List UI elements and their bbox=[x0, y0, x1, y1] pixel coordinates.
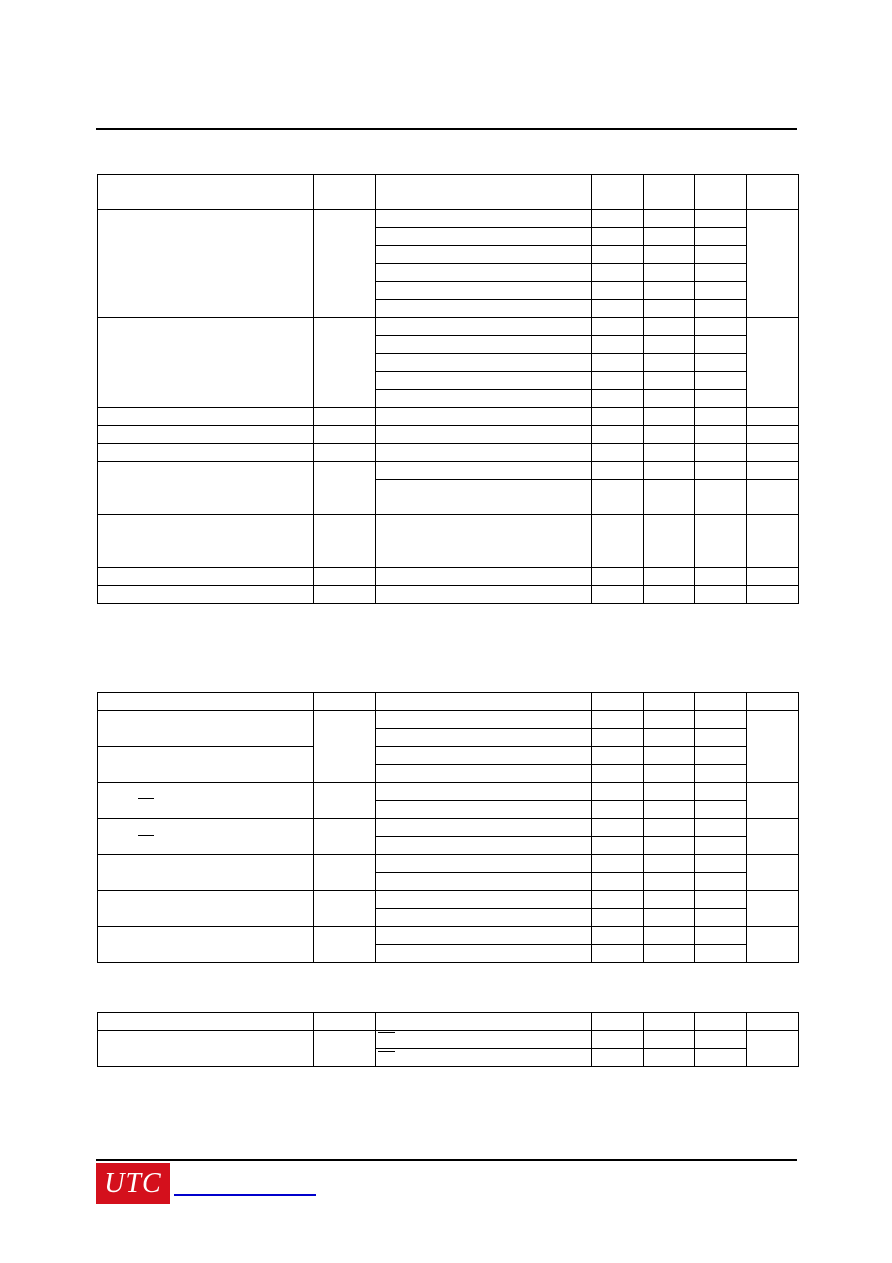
overline-mark bbox=[378, 1051, 395, 1052]
table-row bbox=[98, 568, 799, 586]
table-row bbox=[98, 819, 799, 837]
table-row bbox=[98, 408, 799, 426]
table-header-row bbox=[98, 693, 799, 711]
table-row bbox=[98, 891, 799, 909]
footer-rule bbox=[96, 1159, 797, 1161]
input-table bbox=[97, 1012, 798, 1067]
table-row bbox=[98, 855, 799, 873]
website-link[interactable] bbox=[174, 1194, 316, 1196]
switching-characteristics-table bbox=[97, 692, 798, 963]
table-row bbox=[98, 783, 799, 801]
table-header-row bbox=[98, 1013, 799, 1031]
overline-mark bbox=[138, 835, 154, 836]
overline-mark bbox=[138, 798, 154, 799]
table-row bbox=[98, 515, 799, 568]
table-row bbox=[98, 210, 799, 228]
table-row bbox=[98, 462, 799, 480]
electrical-characteristics-table bbox=[97, 174, 798, 604]
table-row bbox=[98, 1031, 799, 1049]
utc-logo bbox=[96, 1163, 170, 1204]
table-row bbox=[98, 711, 799, 729]
header-rule bbox=[96, 128, 797, 130]
table-row bbox=[98, 444, 799, 462]
table-row bbox=[98, 426, 799, 444]
table-row bbox=[98, 747, 799, 765]
table-row bbox=[98, 927, 799, 945]
overline-mark bbox=[378, 1032, 395, 1033]
table-row bbox=[98, 318, 799, 336]
table-header-row bbox=[98, 175, 799, 210]
table-row bbox=[98, 586, 799, 604]
logo-text: UTC bbox=[104, 1167, 162, 1199]
